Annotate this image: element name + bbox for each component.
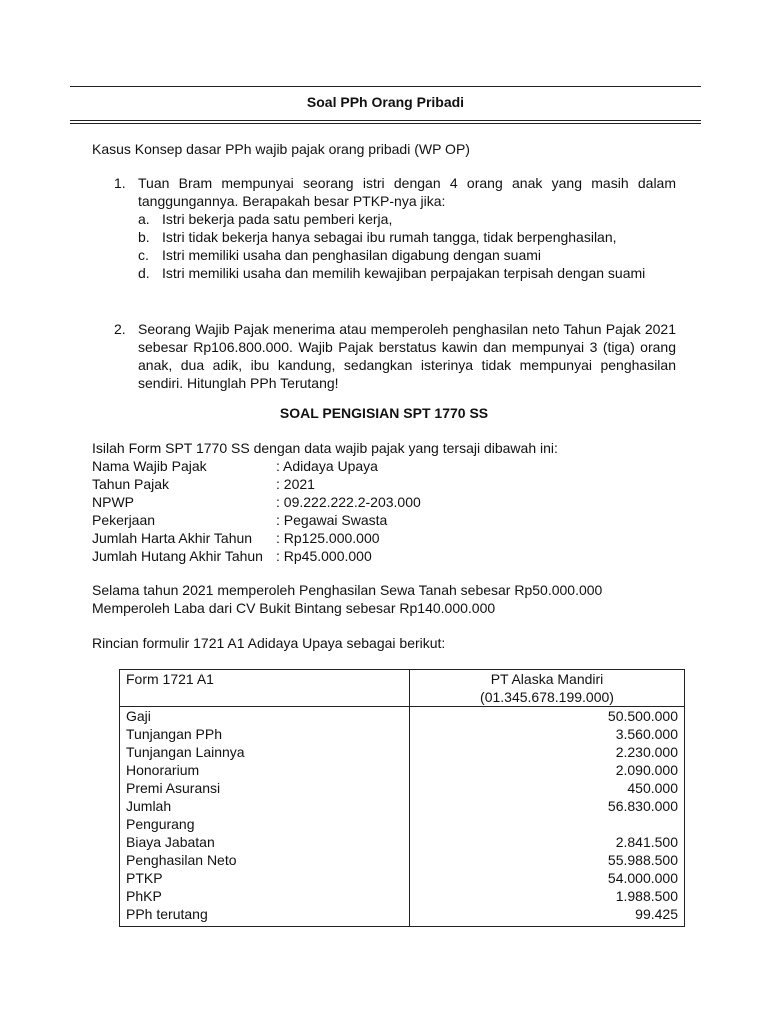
row-label: Gaji [120,707,410,726]
row-label: Tunjangan Lainnya [120,743,410,761]
table-row [120,833,685,851]
row-value: 2.090.000 [615,762,678,778]
row-value: 2.230.000 [615,744,678,760]
table-row [120,707,685,726]
row-label: Premi Asuransi [120,779,410,797]
question-text: Tuan Bram mempunyai seorang istri dengan 4 orang anak yang masih dalam tanggungannya. Berapakah besar PTKP-nya jika: [138,175,676,209]
header-form-label: Form 1721 A1 [120,670,410,707]
row-label: Honorarium [120,761,410,779]
question-text: Seorang Wajib Pajak menerima atau memperoleh penghasilan neto Tahun Pajak 2021 sebesar Rp106.800.000. Wajib Pajak berstatus kawin dan mempunyai 3 (tiga) orang anak, dua adik, ibu kandung, sedangkan isterinya tidak mempunyai penghasilan sendiri. Hitunglah PPh Terutang! [138,321,676,391]
row-label: PhKP [120,887,410,905]
info-label: Jumlah Harta Akhir Tahun [92,530,253,546]
spt-intro-text: Isilah Form SPT 1770 SS dengan data wajib pajak yang tersaji dibawah ini: [92,440,558,456]
info-row [92,457,421,475]
table-row [120,851,685,869]
option-letter: d. [138,265,150,281]
extra-income [92,581,602,617]
option-text: Istri memiliki usaha dan penghasilan digabung dengan suami [162,247,542,263]
option-list [138,210,676,282]
table-row [120,743,685,761]
title-rule-2 [70,123,701,124]
row-value: 56.830.000 [607,798,678,814]
question-2 [92,320,676,392]
section-title: SOAL PENGISIAN SPT 1770 SS [279,405,489,421]
table-row [120,779,685,797]
option-text: Istri memiliki usaha dan memilih kewajiban perpajakan terpisah dengan suami [162,265,646,281]
row-value: 2.841.500 [615,834,678,850]
info-label: Pekerjaan [92,512,156,528]
question-list [92,174,676,392]
option-letter: c. [138,247,149,263]
row-value: 1.988.500 [615,888,678,904]
row-value: 99.425 [635,906,678,922]
info-label: Nama Wajib Pajak [92,458,207,474]
table-row [120,815,685,833]
info-row [92,475,421,493]
table-row [120,797,685,815]
page-title: Soal PPh Orang Pribadi [306,94,465,110]
table-row [120,725,685,743]
header-employer [410,670,685,707]
info-value: : 2021 [276,476,315,492]
option-text: Istri bekerja pada satu pemberi kerja, [162,211,393,227]
row-value: 50.500.000 [607,708,678,724]
info-label: Jumlah Hutang Akhir Tahun [92,548,263,564]
question-1 [92,174,676,282]
info-value: : Rp45.000.000 [276,548,372,564]
row-label: Penghasilan Neto [120,851,410,869]
option-text: Istri tidak bekerja hanya sebagai ibu rumah tangga, tidak berpenghasilan, [162,229,617,245]
question-number: 2. [114,321,126,337]
info-label: NPWP [92,494,134,510]
info-row [92,529,421,547]
option-item [138,246,676,264]
info-value: : 09.222.222.2-203.000 [276,494,421,510]
employer-npwp: (01.345.678.199.000) [480,689,614,705]
option-item [138,228,676,246]
row-label: Jumlah [120,797,410,815]
row-label: PTKP [120,869,410,887]
option-letter: b. [138,229,150,245]
row-value [410,815,685,833]
row-value: 3.560.000 [615,726,678,742]
row-label: Pengurang [120,815,410,833]
table-row [120,869,685,887]
info-value: : Adidaya Upaya [276,458,378,474]
top-rule [70,86,701,87]
intro-text: Kasus Konsep dasar PPh wajib pajak orang pribadi (WP OP) [92,141,470,157]
form-1721-a1-table [119,669,685,927]
table-header-row [120,670,685,707]
option-letter: a. [138,211,150,227]
row-label: Biaya Jabatan [120,833,410,851]
row-value: 54.000.000 [607,870,678,886]
info-row [92,511,421,529]
info-row [92,493,421,511]
row-value: 450.000 [627,780,678,796]
info-value: : Rp125.000.000 [276,530,380,546]
table-row [120,887,685,905]
table-row [120,761,685,779]
row-value: 55.988.500 [607,852,678,868]
rincian-intro: Rincian formulir 1721 A1 Adidaya Upaya sebagai berikut: [92,635,446,651]
info-label: Tahun Pajak [92,476,170,492]
extra-income-line: Selama tahun 2021 memperoleh Penghasilan Sewa Tanah sebesar Rp50.000.000 [92,582,603,598]
extra-income-line: Memperoleh Laba dari CV Bukit Bintang sebesar Rp140.000.000 [92,600,496,616]
row-label: Tunjangan PPh [120,725,410,743]
info-value: : Pegawai Swasta [276,512,388,528]
taxpayer-info [92,457,421,565]
question-number: 1. [114,175,126,191]
table-row [120,905,685,927]
option-item [138,210,676,228]
title-rule-1 [70,120,701,121]
row-label: PPh terutang [120,905,410,927]
employer-name: PT Alaska Mandiri [490,671,604,687]
option-item [138,264,676,282]
info-row [92,547,421,565]
